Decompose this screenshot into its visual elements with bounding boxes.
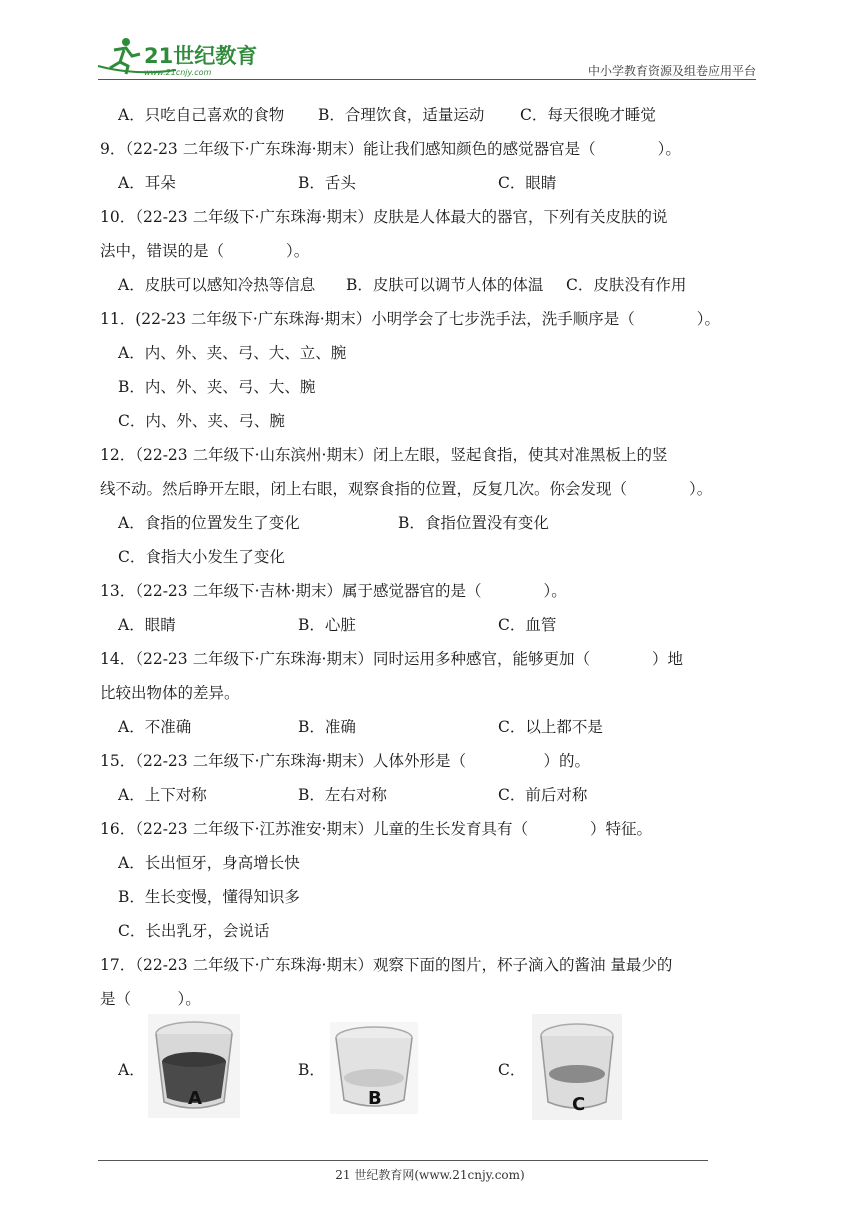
q16-stem: 16．（22-23 二年级下·江苏淮安·期末）儿童的生长发育具有（ ）特征。 bbox=[100, 820, 652, 838]
q15-option-a: A．上下对称 bbox=[118, 786, 207, 804]
q11-option-b: B．内、外、夹、弓、大、腕 bbox=[118, 378, 316, 396]
q10-stem-line2: 法中，错误的是（ ）。 bbox=[100, 242, 310, 260]
q14-stem-line1: 14．（22-23 二年级下·广东珠海·期末）同时运用多种感官，能够更加（ ）地 bbox=[100, 650, 683, 668]
q11-stem: 11．(22-23 二年级下·广东珠海·期末）小明学会了七步洗手法，洗手顺序是（ ）。 bbox=[100, 310, 720, 328]
q14-option-b: B．准确 bbox=[298, 718, 356, 736]
q12-option-c: C．食指大小发生了变化 bbox=[118, 548, 285, 566]
q11-option-a: A．内、外、夹、弓、大、立、腕 bbox=[118, 344, 347, 362]
q17-stem-line2: 是（ ）。 bbox=[100, 990, 201, 1008]
runner-logo-icon bbox=[96, 36, 266, 78]
q10-option-c: C．皮肤没有作用 bbox=[566, 276, 687, 294]
cup-letter-a: A bbox=[188, 1088, 202, 1109]
q10-stem-line1: 10．（22-23 二年级下·广东珠海·期末）皮肤是人体最大的器官，下列有关皮肤的说 bbox=[100, 208, 668, 226]
q13-option-b: B．心脏 bbox=[298, 616, 356, 634]
q15-stem: 15．（22-23 二年级下·广东珠海·期末）人体外形是（ ）的。 bbox=[100, 752, 590, 770]
footer-divider bbox=[98, 1160, 708, 1161]
cup-letter-c: C bbox=[572, 1094, 586, 1115]
q14-option-a: A．不准确 bbox=[118, 718, 192, 736]
header-divider bbox=[98, 79, 756, 80]
q8-option-b: B．合理饮食，适量运动 bbox=[318, 106, 485, 124]
q15-option-c: C．前后对称 bbox=[498, 786, 588, 804]
q8-option-a: A．只吃自己喜欢的食物 bbox=[118, 106, 285, 124]
q16-option-a: A．长出恒牙，身高增长快 bbox=[118, 854, 300, 872]
q13-stem: 13．（22-23 二年级下·吉林·期末）属于感觉器官的是（ ）。 bbox=[100, 582, 567, 600]
q15-option-b: B．左右对称 bbox=[298, 786, 387, 804]
q16-option-b: B．生长变慢，懂得知识多 bbox=[118, 888, 300, 906]
logo-url: www.21cnjy.com bbox=[144, 68, 212, 77]
logo-text: 21世纪教育 bbox=[144, 44, 258, 68]
q17-stem-line1: 17．（22-23 二年级下·广东珠海·期末）观察下面的图片，杯子滴入的酱油 量最少的 bbox=[100, 956, 673, 974]
q12-stem-line2: 线不动。然后睁开左眼，闭上右眼，观察食指的位置，反复几次。你会发现（ ）。 bbox=[100, 480, 713, 498]
q10-option-b: B．皮肤可以调节人体的体温 bbox=[346, 276, 544, 294]
q10-option-a: A．皮肤可以感知冷热等信息 bbox=[118, 276, 316, 294]
q13-option-c: C．血管 bbox=[498, 616, 557, 634]
q17-option-b: B． bbox=[298, 1061, 325, 1079]
cup-image-b bbox=[330, 1022, 418, 1118]
site-logo bbox=[96, 36, 266, 78]
footer-text: 21 世纪教育网(www.21cnjy.com) bbox=[335, 1168, 525, 1182]
q14-option-c: C．以上都不是 bbox=[498, 718, 603, 736]
q9-stem: 9．（22-23 二年级下·广东珠海·期末）能让我们感知颜色的感觉器官是（ ）。 bbox=[100, 140, 681, 158]
q14-stem-line2: 比较出物体的差异。 bbox=[100, 684, 240, 702]
cup-letter-b: B bbox=[368, 1088, 382, 1109]
q9-option-b: B．舌头 bbox=[298, 174, 356, 192]
cup-image-c bbox=[532, 1014, 622, 1124]
page-header bbox=[96, 36, 756, 80]
q13-option-a: A．眼睛 bbox=[118, 616, 176, 634]
q8-option-c: C．每天很晚才睡觉 bbox=[520, 106, 656, 124]
cup-image-a bbox=[148, 1014, 240, 1122]
q16-option-c: C．长出乳牙，会说话 bbox=[118, 922, 270, 940]
q11-option-c: C．内、外、夹、弓、腕 bbox=[118, 412, 285, 430]
q9-option-a: A．耳朵 bbox=[118, 174, 176, 192]
q9-option-c: C．眼睛 bbox=[498, 174, 557, 192]
q17-option-a: A． bbox=[118, 1061, 145, 1079]
q12-option-a: A．食指的位置发生了变化 bbox=[118, 514, 300, 532]
platform-name: 中小学教育资源及组卷应用平台 bbox=[587, 64, 756, 78]
q12-stem-line1: 12．（22-23 二年级下·山东滨州·期末）闭上左眼，竖起食指，使其对准黑板上的竖 bbox=[100, 446, 668, 464]
q12-option-b: B．食指位置没有变化 bbox=[398, 514, 549, 532]
q17-option-c: C． bbox=[498, 1061, 526, 1079]
